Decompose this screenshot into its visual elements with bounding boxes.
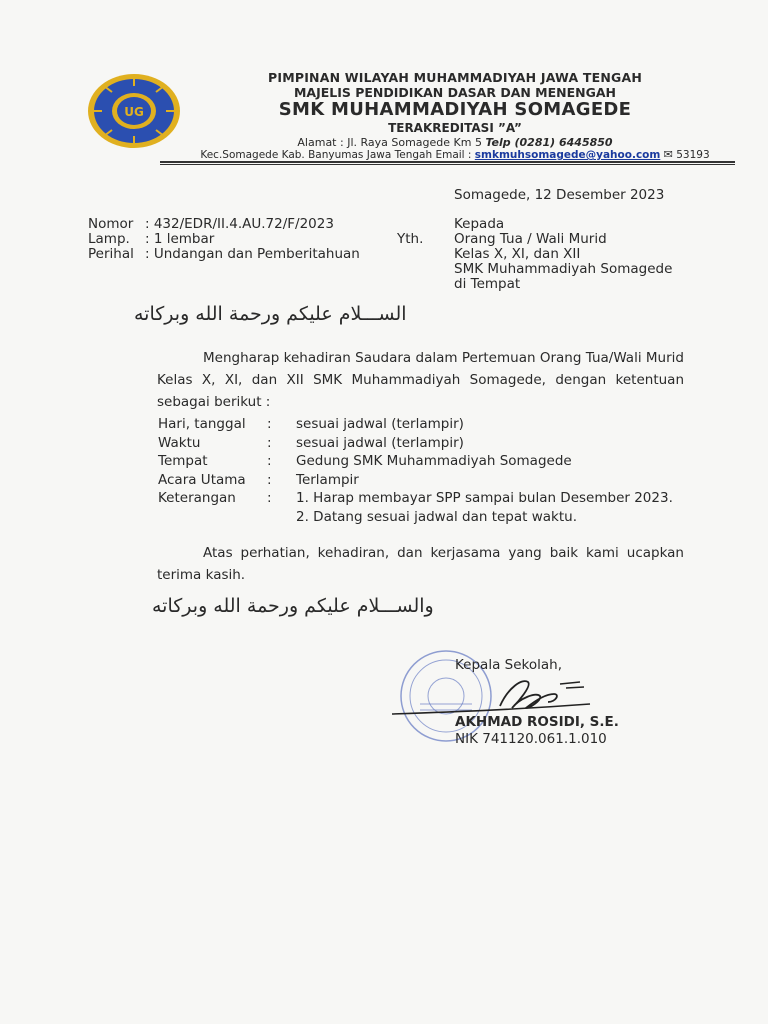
yth: Yth. bbox=[397, 231, 424, 247]
detail-colon: : bbox=[267, 434, 272, 451]
postal-code: 53193 bbox=[676, 149, 710, 161]
detail-row bbox=[158, 453, 698, 472]
phone-number: Telp (0281) 6445850 bbox=[485, 136, 613, 149]
details-list bbox=[158, 416, 698, 509]
recipient-line-3: SMK Muhammadiyah Somagede bbox=[454, 261, 673, 277]
intro-paragraph: Mengharap kehadiran Saudara dalam Pertemuan Orang Tua/Wali Murid Kelas X, XI, dan XII SMK Muhammadiyah Somagede, dengan ketentuan sebagai berikut : bbox=[157, 350, 684, 410]
nomor-value: : 432/EDR/II.4.AU.72/F/2023 bbox=[145, 216, 334, 232]
place-date: Somagede, 12 Desember 2023 bbox=[454, 187, 665, 203]
address-line: Alamat : Jl. Raya Somagede Km 5 Telp (0281) 6445850 bbox=[297, 136, 613, 149]
detail-label: Waktu bbox=[158, 434, 201, 451]
detail-value: sesuai jadwal (terlampir) bbox=[296, 416, 464, 432]
lamp-label: Lamp. bbox=[88, 231, 130, 247]
signer-nik: NIK 741120.061.1.010 bbox=[455, 731, 607, 747]
detail-row bbox=[158, 435, 698, 454]
detail-value: sesuai jadwal (terlampir) bbox=[296, 434, 464, 451]
signer-role: Kepala Sekolah, bbox=[455, 657, 562, 673]
nomor-label: Nomor bbox=[88, 216, 134, 232]
recipient-line-1: Orang Tua / Wali Murid bbox=[454, 231, 607, 247]
recipient-line-4: di Tempat bbox=[454, 276, 521, 292]
lamp-value: : 1 lembar bbox=[145, 231, 215, 247]
detail-label: Keterangan bbox=[158, 490, 236, 506]
detail-row bbox=[158, 490, 698, 509]
detail-label: Hari, tanggal bbox=[158, 416, 246, 432]
detail-colon: : bbox=[267, 416, 272, 432]
perihal-value: : Undangan dan Pemberitahuan bbox=[145, 246, 360, 262]
detail-label: Tempat bbox=[158, 453, 208, 469]
email-link[interactable]: smkmuhsomagede@yahoo.com bbox=[474, 149, 661, 161]
detail-extra: 2. Datang sesuai jadwal dan tepat waktu. bbox=[296, 509, 578, 525]
recipient-line-2: Kelas X, XI, dan XII bbox=[454, 246, 581, 262]
perihal-label: Perihal bbox=[88, 246, 134, 262]
detail-colon: : bbox=[267, 471, 272, 488]
detail-value: 1. Harap membayar SPP sampai bulan Desember 2023. bbox=[296, 490, 673, 506]
salam-closing: والســـلام عليكم ورحمة الله وبركاته bbox=[152, 595, 434, 617]
detail-colon: : bbox=[267, 490, 272, 506]
header-divider-thin bbox=[160, 164, 735, 165]
detail-colon: : bbox=[267, 453, 272, 469]
accreditation: TERAKREDITASI ”A” bbox=[388, 121, 522, 135]
salam-opening: الســـلام عليكم ورحمة الله وبركاته bbox=[134, 303, 407, 325]
school-name: SMK MUHAMMADIYAH SOMAGEDE bbox=[278, 99, 632, 120]
detail-label: Acara Utama bbox=[158, 471, 246, 488]
detail-row bbox=[158, 416, 698, 435]
detail-row bbox=[158, 472, 698, 491]
detail-value: Terlampir bbox=[296, 471, 359, 488]
signer-name: AKHMAD ROSIDI, S.E. bbox=[455, 714, 619, 730]
detail-value: Gedung SMK Muhammadiyah Somagede bbox=[296, 453, 572, 469]
envelope-icon: ✉ bbox=[663, 148, 673, 161]
header-divider bbox=[160, 161, 735, 163]
council-line: MAJELIS PENDIDIKAN DASAR DAN MENENGAH bbox=[293, 85, 617, 100]
address-line-2: Kec.Somagede Kab. Banyumas Jawa Tengah Email : smkmuhsomagede@yahoo.com ✉ 53193 bbox=[200, 148, 710, 161]
kepada: Kepada bbox=[454, 216, 505, 232]
org-line: PIMPINAN WILAYAH MUHAMMADIYAH JAWA TENGAH bbox=[267, 70, 643, 85]
closing-paragraph: Atas perhatian, kehadiran, dan kerjasama yang baik kami ucapkan terima kasih. bbox=[157, 545, 684, 583]
svg-text:UG: UG bbox=[124, 105, 144, 119]
